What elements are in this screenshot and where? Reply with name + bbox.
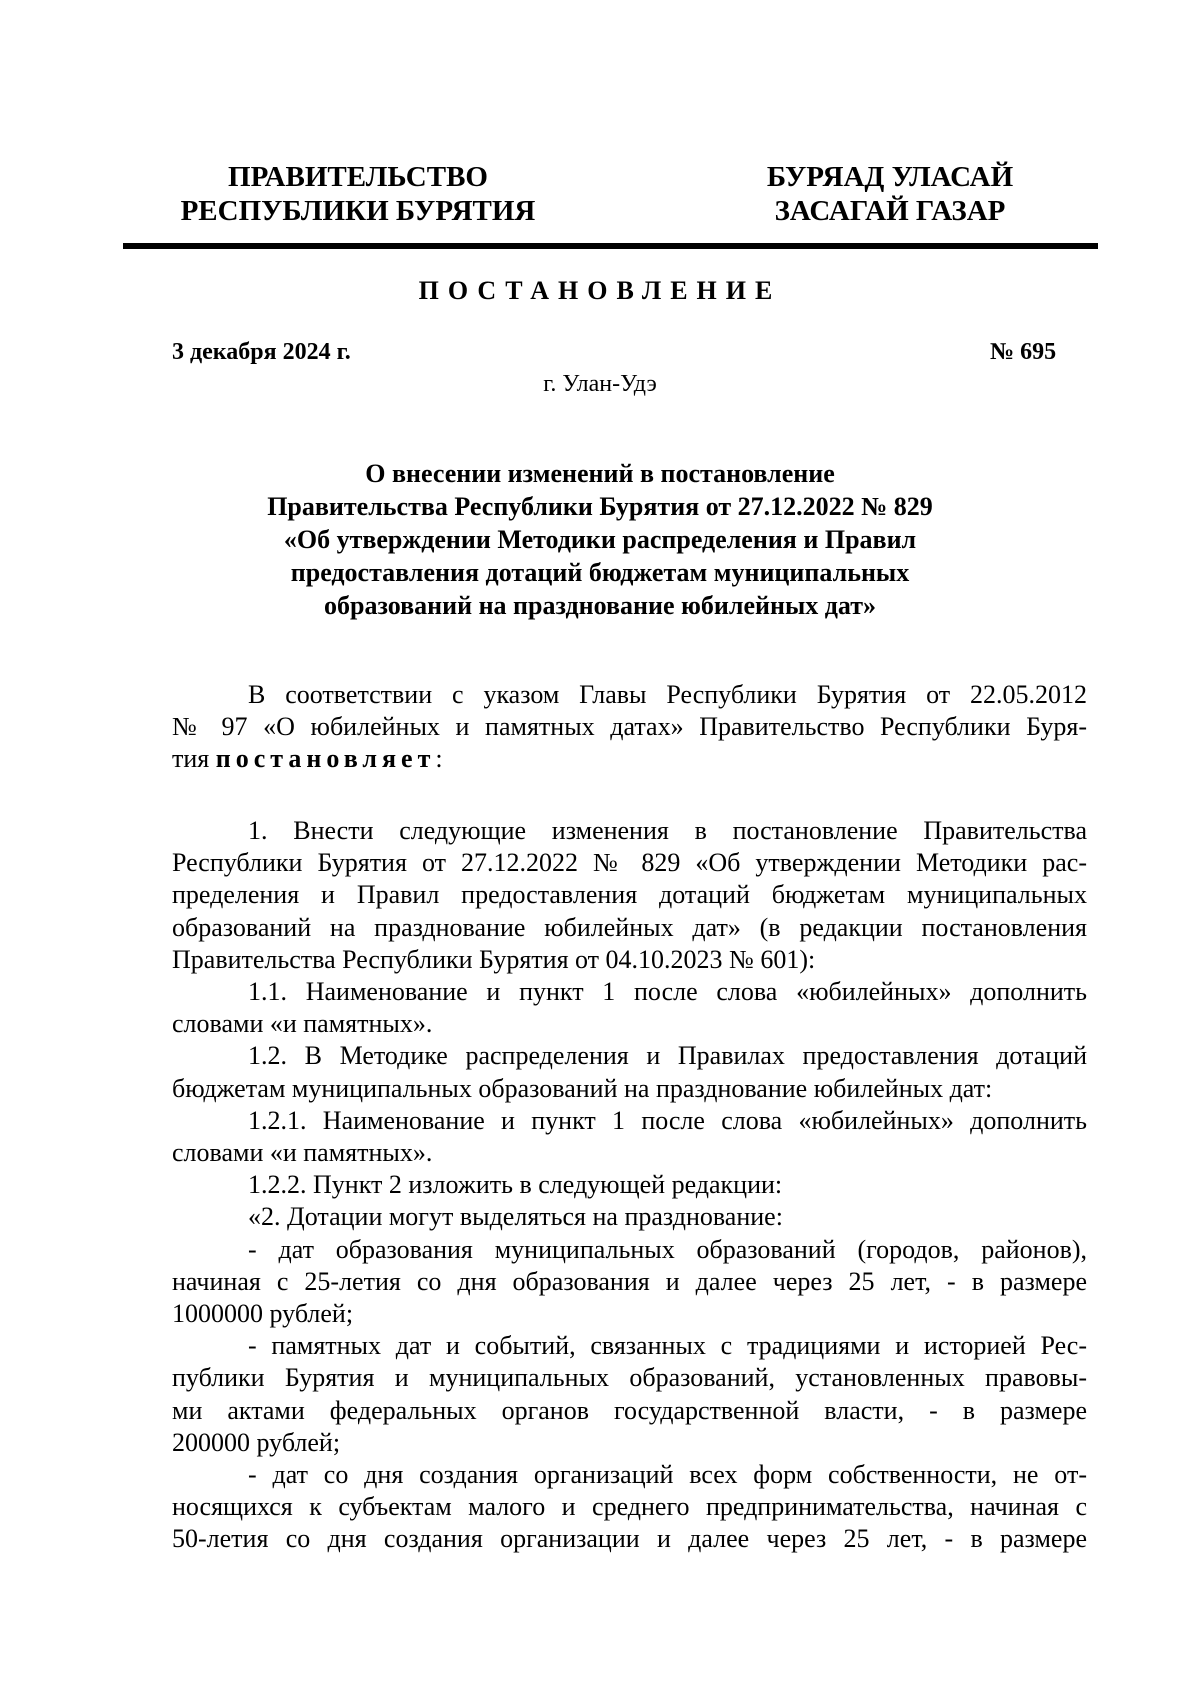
subject-line: «Об утверждении Методики распределения и Правил xyxy=(283,525,917,554)
body-line: носящихся к субъектам малого и среднего предпринимательства, начиная с xyxy=(172,1492,1087,1522)
body-line: - памятных дат и событий, связанных с традициями и историей Рес- xyxy=(248,1331,1087,1361)
body-line: 1.2.2. Пункт 2 изложить в следующей редакции: xyxy=(248,1170,783,1200)
header-left-line1: ПРАВИТЕЛЬСТВО xyxy=(228,161,488,193)
body-line: образований на празднование юбилейных дат» (в редакции постановления xyxy=(172,912,1087,942)
body-line: 1.2.1. Наименование и пункт 1 после слова «юбилейных» дополнить xyxy=(248,1105,1087,1135)
body-line: 1.2. В Методике распределения и Правилах предоставления дотаций xyxy=(248,1041,1087,1071)
body-line: словами «и памятных». xyxy=(172,1009,433,1039)
header-left-line2: РЕСПУБЛИКИ БУРЯТИЯ xyxy=(180,195,536,227)
header-left xyxy=(168,160,548,228)
document-subject xyxy=(150,457,1050,622)
body-line: - дат образования муниципальных образований (городов, районов), xyxy=(248,1234,1087,1264)
preamble-prefix: тия xyxy=(172,744,216,774)
body-line: 1000000 рублей; xyxy=(172,1299,354,1329)
body-line: Правительства Республики Бурятия от 04.10.2023 № 601): xyxy=(172,944,816,974)
body-line: 1.1. Наименование и пункт 1 после слова «юбилейных» дополнить xyxy=(248,977,1087,1007)
body-line: пределения и Правил предоставления дотаций бюджетам муниципальных xyxy=(172,880,1087,910)
subject-line: предоставления дотаций бюджетам муниципальных xyxy=(290,558,910,587)
header-divider xyxy=(123,243,1098,249)
preamble-line xyxy=(172,743,1087,775)
body-line: публики Бурятия и муниципальных образований, установленных правовы- xyxy=(172,1363,1087,1393)
body-line: Республики Бурятия от 27.12.2022 № 829 «Об утверждении Методики рас- xyxy=(172,848,1087,878)
body-line: словами «и памятных». xyxy=(172,1138,433,1168)
document-date: 3 декабря 2024 г. xyxy=(172,339,351,365)
preamble-line: В соответствии с указом Главы Республики Бурятия от 22.05.2012 xyxy=(248,680,1087,709)
document-city: г. Улан-Удэ xyxy=(543,371,657,397)
body-line: 1. Внести следующие изменения в постановление Правительства xyxy=(248,816,1087,845)
preamble-line: № 97 «О юбилейных и памятных датах» Правительство Республики Буря- xyxy=(172,712,1087,742)
header-right-line2: ЗАСАГАЙ ГАЗАР xyxy=(774,195,1006,227)
header-right-line1: БУРЯАД УЛАСАЙ xyxy=(766,161,1014,193)
document-title: ПОСТАНОВЛЕНИЕ xyxy=(418,276,782,305)
resolves-word: постановляет xyxy=(215,744,436,774)
preamble-suffix: : xyxy=(435,744,443,774)
body-line: бюджетам муниципальных образований на празднование юбилейных дат: xyxy=(172,1073,993,1103)
body-line: «2. Дотации могут выделяться на празднование: xyxy=(248,1202,783,1232)
header-right xyxy=(740,160,1040,228)
body-line: начиная с 25-летия со дня образования и далее через 25 лет, - в размере xyxy=(172,1266,1087,1296)
body-line: ми актами федеральных органов государственной власти, - в размере xyxy=(172,1395,1087,1425)
subject-line: Правительства Республики Бурятия от 27.12.2022 № 829 xyxy=(267,492,933,521)
preamble xyxy=(172,679,1087,776)
resolution-body xyxy=(172,815,1087,1556)
body-line: - дат со дня создания организаций всех форм собственности, не от- xyxy=(248,1460,1087,1490)
subject-line: О внесении изменений в постановление xyxy=(365,459,835,488)
body-line: 50-летия со дня создания организации и далее через 25 лет, - в размере xyxy=(172,1524,1087,1554)
document-number: № 695 xyxy=(990,339,1057,365)
subject-line: образований на празднование юбилейных дат» xyxy=(323,591,876,620)
body-line: 200000 рублей; xyxy=(172,1427,341,1457)
